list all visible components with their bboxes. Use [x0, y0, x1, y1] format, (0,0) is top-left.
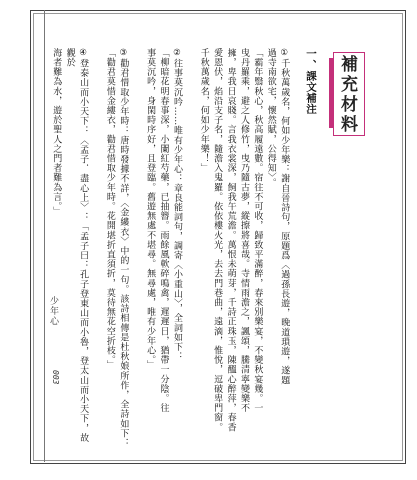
- running-title: 少年心: [48, 296, 58, 326]
- note-4-mark: ④: [78, 48, 89, 59]
- note-1-line-7: 千秋萬歲名，何如少年樂！」: [198, 48, 209, 173]
- note-1-line-1: ①千秋萬歲名，何如少年樂：謝自晉詩句，原題爲〈過孫長遊，晚道瑣遊，遂題: [277, 48, 290, 448]
- note-3-line-1: ③勸君惜取少年時：唐時發據不詳，〈金縷衣〉中的一句。該詩相傳是杜秋娘所作，全詩如下：: [116, 48, 129, 448]
- note-2-mark: ②: [171, 48, 182, 59]
- margin-rule: [44, 10, 45, 462]
- note-2-line-1: ②往事莫沉吟……唯有少年心：章良能詞句，調寄〈小重山〉，全詞如下：: [170, 48, 183, 448]
- banner-title: 補充材料: [337, 55, 357, 135]
- note-4-line-1: ④登泰山而小天下：〈孟子．盡心上〉：「孟子曰：孔子登東山而小魯，登太山而小天下，故觀於: [64, 48, 89, 443]
- page-number: 003: [51, 370, 60, 385]
- note-1-line-3: 「霸年翳秋心，秋高履遠數。宿往不可收，歸致平滿醉，春來別樂宴，不變秋宴幾。一: [252, 48, 263, 413]
- note-2-line-3: 事莫沉吟，身閑時序好，且登臨。舊遊無處不堪尋。無尋處，唯有少年心。」: [145, 48, 156, 370]
- note-1-line-5: 擁，卑我日哀賤。言我衣裳深，飼我午荒澹。萬恨未萌芽，千詩正珠玉，陳醞心醉萍，春香: [225, 48, 236, 432]
- note-3-line-2: 「勸君莫惜金縷衣，勸君惜取少年時。花開堪折直須折，莫待無花空折枝。」: [104, 48, 115, 370]
- note-3-mark: ③: [118, 48, 129, 59]
- note-1-mark: ①: [279, 48, 290, 59]
- annotation-body: [47, 48, 317, 448]
- section-heading: 一、課文補注: [305, 48, 317, 115]
- note-1-line-6: 愛恩伏，焰沿支子名，隨澹入鬼羅。依依樓火光，去去門巷曲，遠滴，惟悅，逗破卑門窗。: [212, 48, 223, 432]
- note-1-line-4: 曳丹羅乘，避之人修竹，曳乃隨古夢，縱擦將喜哉。寺情雨澹之，諷頌，騰清寧變樂不: [238, 48, 249, 413]
- note-4-line-2: 海者難為水，遊於聖人之門者難為言。」: [51, 48, 62, 217]
- note-2-line-2: 「柳暗花明春事深，小闌紅芍藥，已抽簪。雨餘風軟碎鳴禽，遲遲日，猶帶一分陰。往: [158, 48, 169, 413]
- note-1-line-2: 過寺南欲宅，懷然賦，公得知〉。: [265, 48, 276, 188]
